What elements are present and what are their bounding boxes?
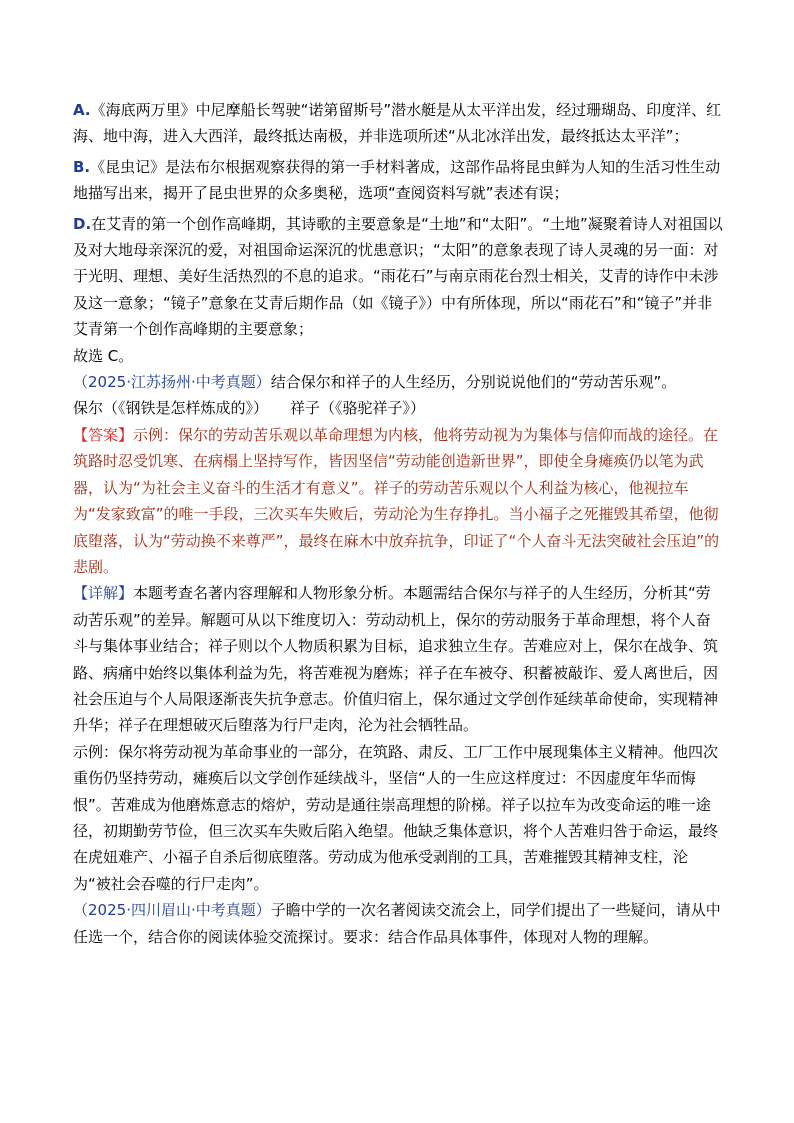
prompt-right: 祥子（《骆驼祥子》） [290, 399, 426, 418]
detail [73, 580, 723, 738]
option-letter: B. [73, 157, 91, 176]
option-letter: D. [73, 214, 92, 233]
prompt-left: 保尔（《钢铁是怎样炼成的》） [73, 399, 269, 418]
document-page [73, 97, 723, 950]
question-1-prompt [73, 395, 723, 421]
conclusion: 故选 C。 [73, 346, 134, 365]
question-text: 结合保尔和祥子的人生经历，分别说说他们的“劳动苦乐观”。 [270, 373, 677, 392]
question-source: （2025·四川眉山·中考真题） [73, 901, 271, 920]
detail-text: 本题考查名著内容理解和人物形象分析。本题需结合保尔与祥子的人生经历，分析其“劳动苦乐观”的差异。解题可从以下维度切入：劳动动机上，保尔的劳动服务于革命理想，将个人奋斗与集体事业结合；祥子则以个人物质积累为目标，追求独立生存。苦难应对上，保尔在战争、筑路、病痛中始终以集体利益为先，将苦难视为磨炼；祥子在车被夺、积蓄被敲诈、爱人离世后，因社会压迫与个人局限逐渐丧失抗争意志。价值归宿上，保尔通过文学创作延续革命使命，实现精神升华；祥子在理想破灭后堕落为行尸走肉，沦为社会牺牲品。 [73, 584, 719, 735]
question-2 [73, 897, 723, 950]
option-b [73, 154, 723, 207]
question-text: 子瞻中学的一次名著阅读交流会上，同学们提出了一些疑问，请从中任选一个，结合你的阅读体验交流探讨。要求：结合作品具体事件，体现对人物的理解。 [73, 901, 721, 946]
answer-text: 示例：保尔的劳动苦乐观以革命理想为内核，他将劳动视为为集体与信仰而战的途径。在筑路时忍受饥寒、在病榻上坚持写作，皆因坚信“劳动能创造新世界”，即使全身瘫痪仍以笔为武器，认为“为社会主义奋斗的生活才有意义”。祥子的劳动苦乐观以个人利益为核心，他视拉车为“发家致富”的唯一手段，三次买车失败后，劳动沦为生存挣扎。当小福子之死摧毁其希望，他彻底堕落，认为“劳动换不来尊严”，最终在麻木中放弃抗争，印证了“个人奋斗无法突破社会压迫”的悲剧。 [73, 425, 720, 576]
question-1 [73, 369, 723, 395]
option-d [73, 211, 723, 343]
example: 示例：保尔将劳动视为革命事业的一部分，在筑路、肃反、工厂工作中展现集体主义精神。他四次重伤仍坚持劳动，瘫痪后以文学创作延续战斗，坚信“人的一生应这样度过：不因虚度年华而悔恨”。苦难成为他磨炼意志的熔炉，劳动是通往崇高理想的阶梯。祥子以拉车为改变命运的唯一途径，初期勤劳节俭，但三次买车失败后陷入绝望。他缺乏集体意识，将个人苦难归咎于命运，最终在虎妞难产、小福子自杀后彻底堕落。劳动成为他承受剥削的工具，苦难摧毁其精神支柱，沦为“被社会吞噬的行尸走肉”。 [73, 742, 719, 893]
option-letter: A. [73, 101, 91, 119]
option-text: 《昆虫记》是法布尔根据观察获得的第一手材料著成，这部作品将昆虫鲜为人知的生活习性生动地描写出来，揭开了昆虫世界的众多奥秘，选项“查阅资料写就”表述有误； [73, 157, 721, 203]
answer-label: 【答案】 [73, 425, 134, 444]
option-text: 《海底两万里》中尼摩船长驾驶“诺第留斯号”潜水艇是从太平洋出发，经过珊瑚岛、印度洋、红海、地中海，进入大西洋，最终抵达南极，并非选项所述“从北冰洋出发，最终抵达太平洋”； [73, 101, 722, 146]
answer [73, 422, 723, 580]
question-source: （2025·江苏扬州·中考真题） [73, 373, 271, 392]
option-a [73, 97, 723, 150]
detail-label: 【详解】 [73, 584, 134, 603]
option-text: 在艾青的第一个创作高峰期，其诗歌的主要意象是“土地”和“太阳”。“土地”凝聚着诗人对祖国以及对大地母亲深沉的爱，对祖国命运深沉的忧患意识；“太阳”的意象表现了诗人灵魂的另一面：对于光明、理想、美好生活热烈的不息的追求。“雨花石”与南京雨花台烈士相关，艾青的诗作中未涉及这一意象；“镜子”意象在艾青后期作品（如《镜子》）中有所体现，所以“雨花石”和“镜子”并非艾青第一个创作高峰期的主要意象； [73, 214, 723, 339]
